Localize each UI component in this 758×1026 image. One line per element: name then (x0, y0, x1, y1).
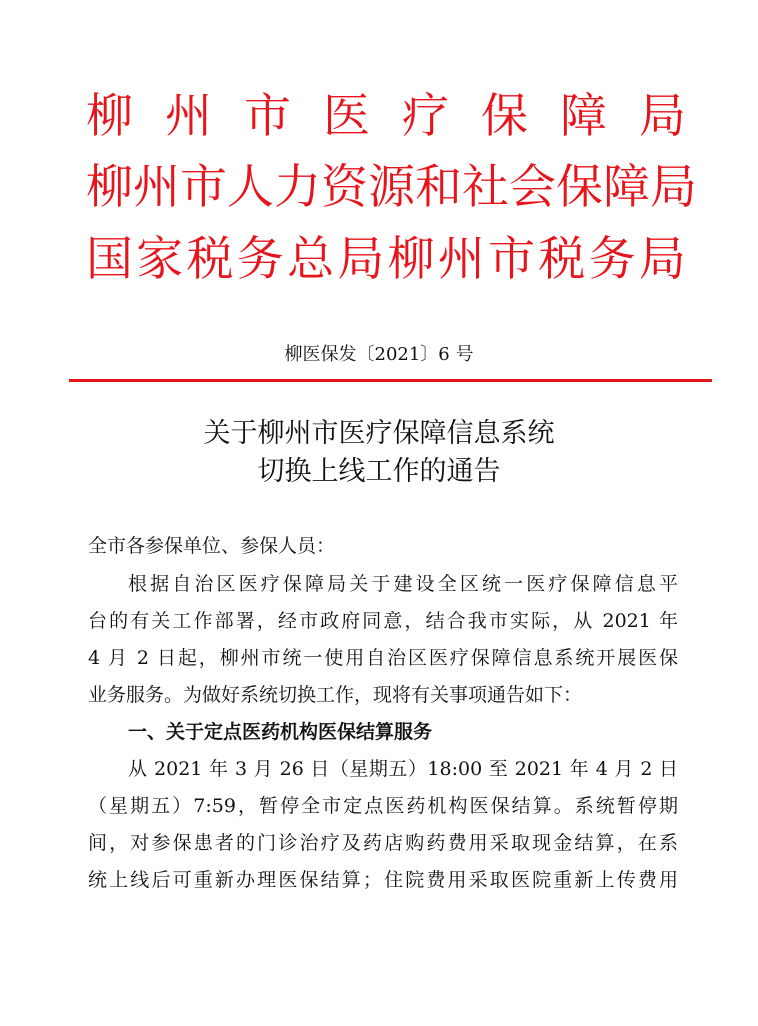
issuer-char: 市 (180, 159, 227, 215)
issuer-char: 市 (244, 88, 291, 144)
issuer-char: 资 (321, 159, 368, 215)
issuer-char: 州 (165, 88, 212, 144)
issuer-char: 会 (509, 159, 556, 215)
issuer-char: 局 (639, 88, 686, 144)
issuer-char: 和 (415, 159, 462, 215)
issuer-char: 局 (650, 159, 697, 215)
issuer-char: 市 (488, 231, 536, 287)
notice-title-line-1: 关于柳州市医疗保障信息系统 (203, 418, 555, 449)
issuer-char: 税 (186, 231, 234, 287)
issuer-char: 柳 (387, 231, 435, 287)
issuer-char: 柳 (86, 88, 133, 144)
issuer-char: 国 (86, 231, 133, 287)
issuer-char: 州 (437, 231, 485, 287)
issuer-line-human-resources-bureau (86, 155, 697, 219)
issuer-char: 障 (560, 88, 607, 144)
paragraph-1-line-4: 业务服务。为做好系统切换工作，现将有关事项通告如下： (88, 684, 583, 706)
issuer-char: 柳 (86, 159, 133, 215)
paragraph-1-line-1: 根据自治区医疗保障局关于建设全区统一医疗保障信息平 (128, 573, 678, 595)
paragraph-1-line-3: 4 月 2 日起，柳州市统一使用自治区医疗保障信息系统开展医保 (88, 647, 678, 669)
issuer-char: 障 (603, 159, 650, 215)
red-divider-line (69, 379, 712, 382)
issuer-char: 社 (462, 159, 509, 215)
notice-title-line-2: 切换上线工作的通告 (257, 456, 501, 487)
issuer-char: 税 (538, 231, 586, 287)
issuer-char: 州 (133, 159, 180, 215)
paragraph-2-line-4: 统上线后可重新办理医保结算；住院费用采取医院重新上传费用 (88, 869, 678, 891)
paragraph-2-line-3: 间，对参保患者的门诊治疗及药店购药费用采取现金结算，在系 (88, 832, 678, 854)
issuer-char: 源 (368, 159, 415, 215)
section-1-heading: 一、关于定点医药机构医保结算服务 (128, 721, 433, 743)
paragraph-2-line-2: （星期五）7:59，暂停全市定点医药机构医保结算。系统暂停期 (88, 795, 678, 817)
salutation: 全市各参保单位、参保人员： (88, 535, 336, 557)
issuer-char: 家 (136, 231, 184, 287)
issuer-char: 局 (337, 231, 385, 287)
paragraph-1-line-2: 台的有关工作部署，经市政府同意，结合我市实际，从 2021 年 (88, 610, 678, 632)
issuer-char: 保 (481, 88, 528, 144)
document-number: 柳医保发〔2021〕6 号 (284, 344, 474, 365)
issuer-char: 疗 (402, 88, 449, 144)
issuer-line-medical-security-bureau (86, 84, 686, 148)
issuer-char: 力 (274, 159, 321, 215)
issuer-char: 局 (638, 231, 686, 287)
issuer-char: 总 (287, 231, 335, 287)
issuer-char: 务 (588, 231, 636, 287)
issuer-char: 务 (236, 231, 284, 287)
issuer-char: 人 (227, 159, 274, 215)
issuer-line-tax-bureau (86, 227, 686, 291)
paragraph-2-line-1: 从 2021 年 3 月 26 日（星期五）18:00 至 2021 年 4 月 2 日 (128, 758, 678, 780)
issuer-char: 医 (323, 88, 370, 144)
issuer-char: 保 (556, 159, 603, 215)
